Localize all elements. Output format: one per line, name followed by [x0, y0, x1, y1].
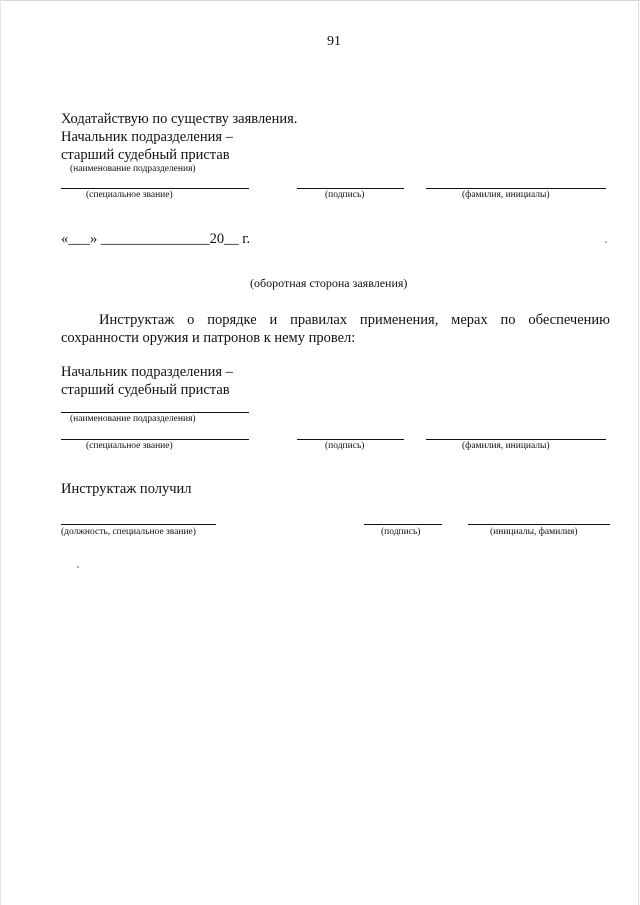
date-open-quote: «	[61, 231, 69, 247]
page-edge-left	[0, 0, 1, 905]
received-position-line	[61, 524, 216, 525]
head2-rank-line	[61, 439, 249, 440]
head2-signature-line	[297, 439, 404, 440]
page-edge-right	[638, 0, 639, 905]
head1-title-line1: Начальник подразделения –	[61, 129, 233, 145]
date-blank-year: __	[224, 231, 239, 247]
received-signature-caption: (подпись)	[381, 527, 421, 537]
head2-unit-line	[61, 412, 249, 413]
head2-name-line	[426, 439, 606, 440]
date-line	[61, 231, 250, 248]
date-year-prefix: 20	[209, 231, 225, 247]
date-year-suffix: г.	[242, 231, 251, 247]
head1-unit-caption: (наименование подразделения)	[70, 164, 196, 174]
head1-rank-line	[61, 188, 249, 189]
reverse-side-caption: (оборотная сторона заявления)	[250, 276, 408, 290]
scan-speck	[77, 566, 79, 568]
page-number: 91	[327, 34, 341, 49]
received-name-line	[468, 524, 610, 525]
petition-text: Ходатайствую по существу заявления.	[61, 111, 298, 127]
head2-unit-caption: (наименование подразделения)	[70, 414, 196, 424]
received-name-caption: (инициалы, фамилия)	[490, 527, 578, 537]
received-title: Инструктаж получил	[61, 481, 192, 497]
instruction-line1: Инструктаж о порядке и правилах применения, мерах по обеспечению	[99, 312, 610, 328]
head1-signature-line	[297, 188, 404, 189]
instruction-line2: сохранности оружия и патронов к нему провел:	[61, 330, 356, 346]
head2-title-line2: старший судебный пристав	[61, 382, 230, 398]
received-position-caption: (должность, специальное звание)	[61, 527, 196, 537]
head1-title-line2: старший судебный пристав	[61, 147, 230, 163]
head1-rank-caption: (специальное звание)	[86, 190, 173, 200]
date-close-quote: »	[90, 231, 98, 247]
date-blank-day: ___	[68, 231, 90, 247]
head2-rank-caption: (специальное звание)	[86, 441, 173, 451]
head1-name-line	[426, 188, 606, 189]
head1-name-caption: (фамилия, инициалы)	[462, 190, 550, 200]
page-edge-top	[0, 0, 640, 1]
date-blank-month: _______________	[100, 231, 210, 247]
head2-title-line1: Начальник подразделения –	[61, 364, 233, 380]
head2-name-caption: (фамилия, инициалы)	[462, 441, 550, 451]
received-signature-line	[364, 524, 442, 525]
head2-signature-caption: (подпись)	[325, 441, 365, 451]
head1-signature-caption: (подпись)	[325, 190, 365, 200]
scan-speck	[605, 241, 607, 243]
